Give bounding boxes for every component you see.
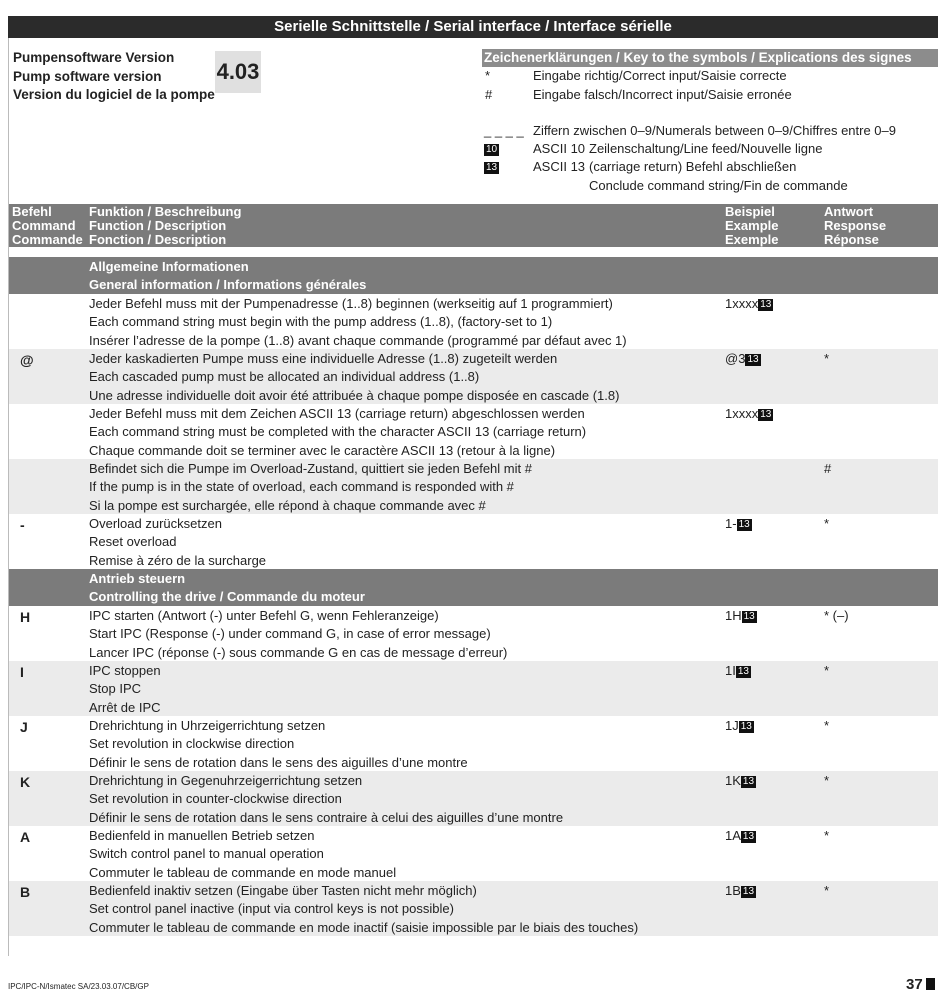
ascii13-badge-icon: 13 [760, 299, 772, 310]
description-line: Remise à zéro de la surcharge [89, 552, 267, 568]
page-title: Serielle Schnittstelle / Serial interface / Interface sérielle [8, 16, 938, 38]
description-line: Stop IPC [89, 681, 142, 697]
description-line: Définir le sens de rotation dans le sens contraire à celui des aiguilles d’une montre [89, 809, 564, 825]
description-line: Une adresse individuelle doit avoir été attribuée à chaque pompe disposée en cascade (1.8) [89, 387, 620, 403]
command-code: @ [20, 352, 34, 368]
table-row [8, 826, 938, 881]
command-description [89, 350, 619, 405]
command-example [725, 662, 751, 680]
table-row [8, 606, 938, 661]
section-heading-line: Controlling the drive / Commande du moteur [89, 589, 365, 604]
example-text: @3 [725, 351, 746, 366]
command-example [725, 607, 757, 625]
command-description [89, 662, 161, 717]
version-label-en: Pump software version [13, 68, 162, 84]
table-row [8, 514, 938, 569]
command-response: * [824, 718, 830, 733]
table-row [8, 294, 938, 349]
key-heading: Zeichenerklärungen / Key to the symbols / Explications des signes [482, 49, 938, 67]
command-response: * [824, 663, 830, 678]
ascii13-badge-icon: 13 [740, 721, 752, 732]
command-description [89, 772, 563, 827]
column-example: Beispiel Example Exemple [725, 204, 779, 247]
command-code: H [20, 609, 31, 625]
description-line: Each command string must begin with the pump address (1..8), (factory-set to 1) [89, 314, 553, 330]
command-description [89, 295, 627, 350]
command-code: I [20, 664, 24, 680]
example-text: 1I [725, 663, 736, 678]
description-line: Reset overload [89, 534, 177, 550]
command-example [725, 350, 761, 368]
numerals-symbol: _ _ _ _ [484, 123, 524, 138]
command-description [89, 515, 266, 570]
command-description [89, 717, 468, 772]
ascii13-badge-icon: 13 [743, 611, 755, 622]
column-command: Befehl Command Commande [12, 204, 83, 247]
description-line: Drehrichtung in Gegenuhrzeigerrichtung setzen [89, 773, 363, 788]
table-row [8, 459, 938, 514]
command-example [725, 827, 756, 845]
table-row [8, 661, 938, 716]
command-description [89, 827, 396, 882]
ascii13-label: ASCII 13 [533, 159, 586, 174]
correct-symbol: * [485, 68, 491, 83]
command-code: K [20, 774, 31, 790]
section-heading-line: Allgemeine Informationen [89, 259, 249, 274]
description-line: Set revolution in counter-clockwise direction [89, 791, 342, 807]
table-header [8, 204, 938, 247]
ascii13-badge-icon: 13 [760, 409, 772, 420]
description-line: If the pump is in the state of overload, each command is responded with # [89, 479, 514, 495]
example-text: 1K [725, 773, 741, 788]
command-description [89, 405, 586, 460]
ascii10-text: Zeilenschaltung/Line feed/Nouvelle ligne [589, 141, 823, 156]
command-description [89, 607, 507, 662]
description-line: Drehrichtung in Uhrzeigerrichtung setzen [89, 718, 326, 733]
incorrect-symbol: # [485, 87, 493, 102]
command-code: A [20, 829, 31, 845]
example-text: 1J [725, 718, 739, 733]
command-code: J [20, 719, 28, 735]
ascii13-badge-icon: 13 [738, 519, 750, 530]
example-text: 1H [725, 608, 742, 623]
example-text: 1- [725, 516, 737, 531]
table-row [8, 349, 938, 404]
description-line: Befindet sich die Pumpe im Overload-Zustand, quittiert sie jeden Befehl mit # [89, 461, 532, 476]
ascii13-badge-icon: 13 [742, 831, 755, 842]
description-line: Définir le sens de rotation dans le sens des aiguilles d’une montre [89, 754, 468, 770]
description-line: Commuter le tableau de commande en mode inactif (saisie impossible par le biais des touches) [89, 919, 639, 935]
section-heading-line: General information / Informations générales [89, 277, 367, 292]
table-row [8, 771, 938, 826]
description-line: Arrêt de IPC [89, 699, 161, 715]
command-response: # [824, 461, 832, 476]
command-response: * [824, 828, 830, 843]
description-line: Each cascaded pump must be allocated an individual address (1..8) [89, 369, 480, 385]
footer-text: IPC/IPC-N/Ismatec SA/23.03.07/CB/GP [8, 982, 149, 991]
description-line: Overload zurücksetzen [89, 516, 222, 531]
command-response: * [824, 351, 830, 366]
command-response: * [824, 773, 830, 788]
numerals-text: Ziffern zwischen 0–9/Numerals between 0–9/Chiffres entre 0–9 [533, 123, 896, 138]
command-example [725, 772, 756, 790]
command-code: B [20, 884, 31, 900]
command-example [725, 405, 773, 423]
command-description [89, 882, 638, 937]
column-function: Funktion / Beschreibung Function / Description Fonction / Description [89, 204, 242, 247]
version-value: 4.03 [215, 51, 261, 93]
ascii13-badge-icon: 13 [737, 666, 749, 677]
version-labels [13, 49, 215, 105]
command-example [725, 882, 756, 900]
command-example [725, 295, 773, 313]
page-marker-icon [926, 978, 935, 990]
table-row [8, 881, 938, 936]
description-line: Jeder kaskadierten Pumpe muss eine individuelle Adresse (1..8) zugeteilt werden [89, 351, 558, 366]
description-line: Start IPC (Response (-) under command G, in case of error message) [89, 626, 491, 642]
example-text: 1xxxx [725, 406, 759, 421]
description-line: Set revolution in clockwise direction [89, 736, 295, 752]
example-text: 1A [725, 828, 741, 843]
version-label-de: Pumpensoftware Version [13, 50, 175, 65]
example-text: 1B [725, 883, 741, 898]
incorrect-text: Eingabe falsch/Incorrect input/Saisie erronée [533, 87, 792, 102]
description-line: Each command string must be completed with the character ASCII 13 (carriage return) [89, 424, 587, 440]
description-line: Jeder Befehl muss mit der Pumpenadresse (1..8) beginnen (werkseitig auf 1 programmiert) [89, 296, 613, 311]
description-line: Insérer l’adresse de la pompe (1..8) avant chaque commande (programmé par défaut avec 1) [89, 332, 627, 348]
version-label-fr: Version du logiciel de la pompe [13, 87, 215, 102]
ascii13-badge-icon: 13 [742, 776, 755, 787]
ascii10-label: ASCII 10 [533, 141, 586, 156]
command-description [89, 460, 532, 515]
description-line: Bedienfeld inaktiv setzen (Eingabe über Tasten nicht mehr möglich) [89, 883, 477, 898]
correct-text: Eingabe richtig/Correct input/Saisie correcte [533, 68, 787, 83]
ascii13-badge-icon: 13 [742, 886, 755, 897]
table-row [8, 716, 938, 771]
command-code: - [20, 517, 25, 533]
section-heading [8, 257, 938, 294]
command-example [725, 717, 754, 735]
command-table [8, 257, 938, 936]
page-number: 37 [906, 976, 935, 993]
description-line: Si la pompe est surchargée, elle répond à chaque commande avec # [89, 497, 486, 513]
ascii13-text: (carriage return) Befehl abschließen [589, 159, 797, 174]
description-line: IPC starten (Antwort (-) unter Befehl G, wenn Fehleranzeige) [89, 608, 439, 623]
column-response: Antwort Response Réponse [824, 204, 887, 247]
ascii13-badge-icon: 13 [486, 162, 498, 173]
section-heading [8, 569, 938, 606]
table-row [8, 404, 938, 459]
command-response: * [824, 516, 830, 531]
command-response: * [824, 883, 830, 898]
description-line: Lancer IPC (réponse (-) sous commande G en cas de message d’erreur) [89, 644, 508, 660]
description-line: Chaque commande doit se terminer avec le caractère ASCII 13 (retour à la ligne) [89, 442, 556, 458]
description-line: Switch control panel to manual operation [89, 846, 324, 862]
description-line: Set control panel inactive (input via control keys is not possible) [89, 901, 454, 917]
command-response: * (–) [824, 608, 849, 623]
left-border [8, 38, 9, 956]
description-line: IPC stoppen [89, 663, 161, 678]
command-example [725, 515, 752, 533]
ascii13-badge-icon: 13 [747, 354, 759, 365]
ascii13-text-2: Conclude command string/Fin de commande [589, 178, 848, 193]
description-line: Commuter le tableau de commande en mode manuel [89, 864, 397, 880]
description-line: Jeder Befehl muss mit dem Zeichen ASCII 13 (carriage return) abgeschlossen werden [89, 406, 585, 421]
ascii10-badge-icon: 10 [486, 144, 498, 155]
description-line: Bedienfeld in manuellen Betrieb setzen [89, 828, 315, 843]
example-text: 1xxxx [725, 296, 759, 311]
section-heading-line: Antrieb steuern [89, 571, 186, 586]
